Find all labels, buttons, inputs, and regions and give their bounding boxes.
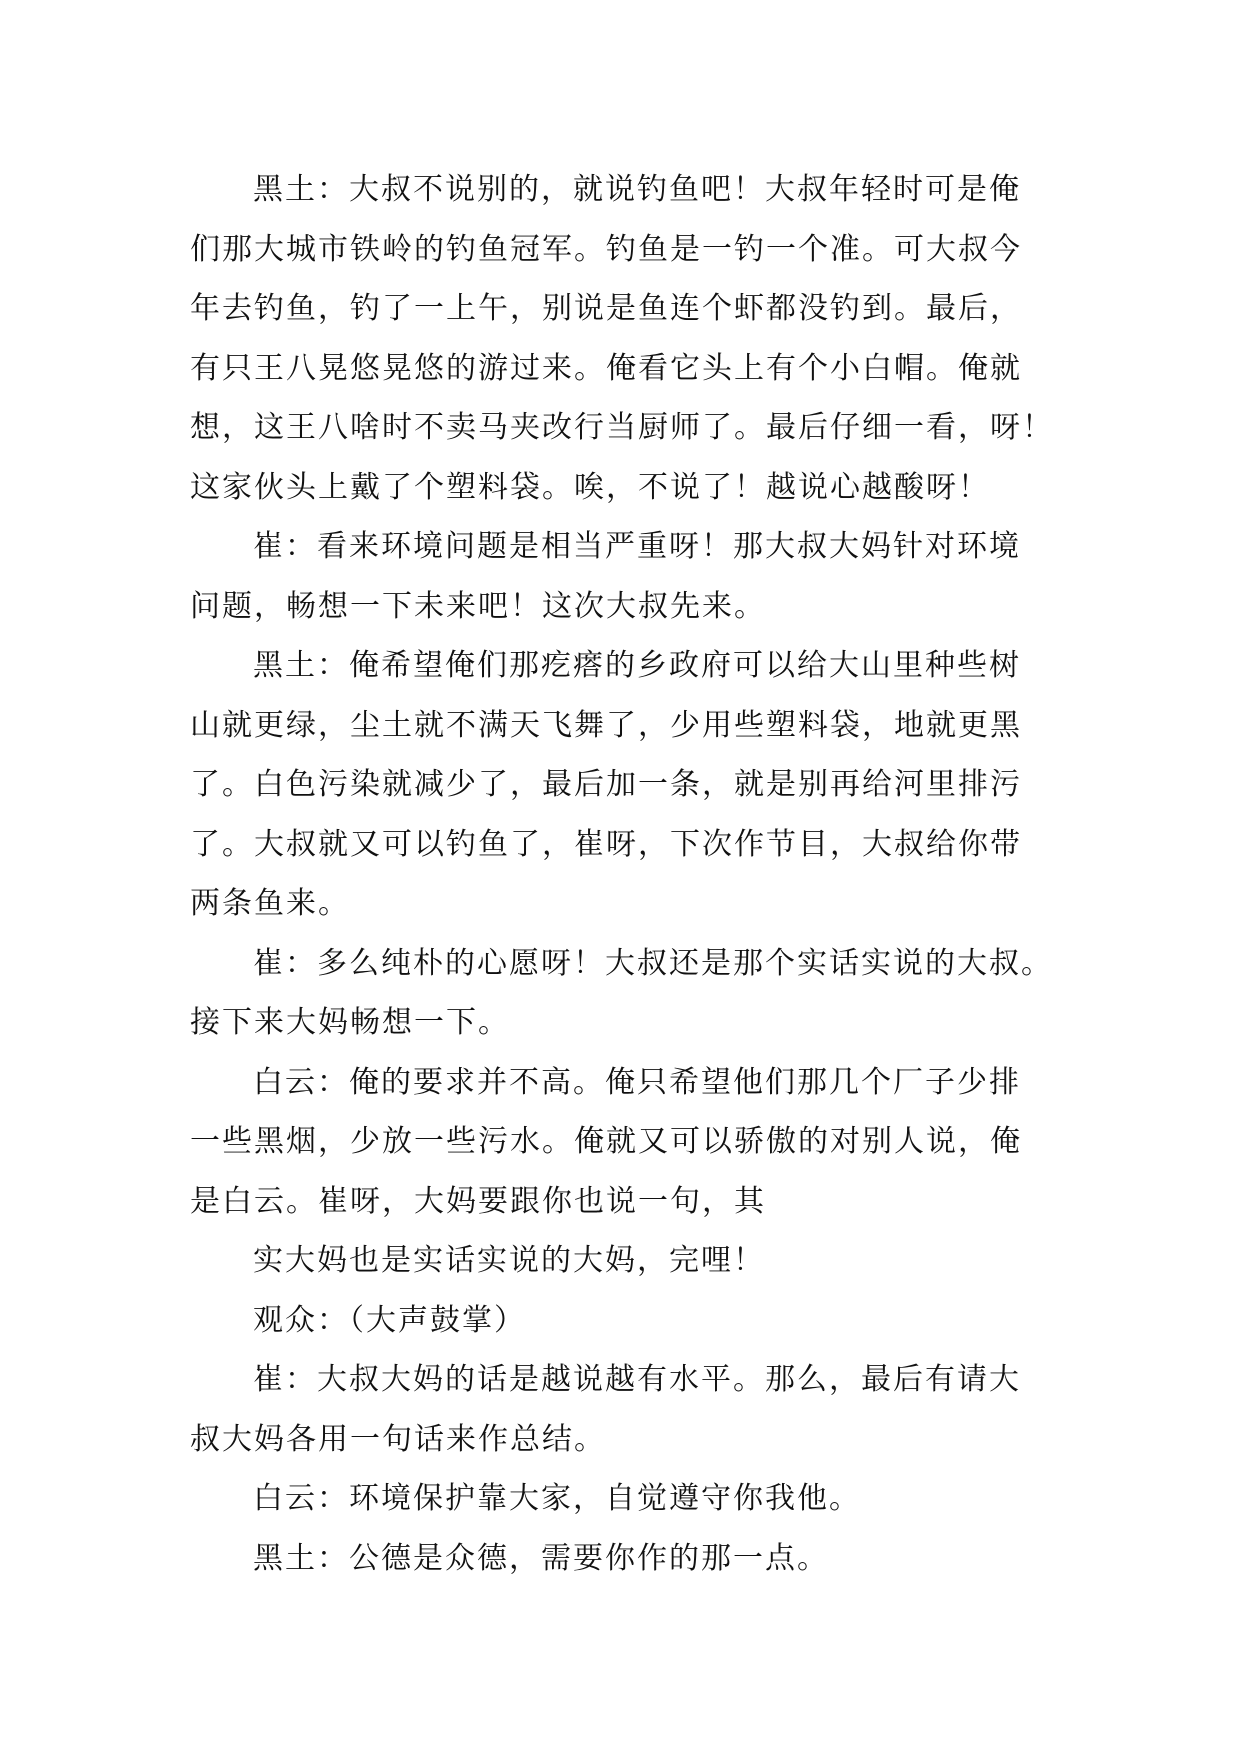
text-line: 年去钓鱼，钓了一上午，别说是鱼连个虾都没钓到。最后， [190, 291, 1022, 326]
text-line: 了。大叔就又可以钓鱼了，崔呀，下次作节目，大叔给你带 [190, 826, 1022, 862]
text-line: 黑土：俺希望俺们那疙瘩的乡政府可以给大山里种些树 [253, 648, 1021, 683]
text-line: 接下来大妈畅想一下。 [190, 1005, 510, 1040]
text-line: 一些黑烟，少放一些污水。俺就又可以骄傲的对别人说，俺 [190, 1124, 1022, 1159]
text-line: 有只王八晃悠晃悠的游过来。俺看它头上有个小白帽。俺就 [190, 350, 1022, 386]
text-line: 白云：俺的要求并不高。俺只希望他们那几个厂子少排 [253, 1064, 1021, 1100]
text-line: 了。白色污染就减少了，最后加一条，就是别再给河里排污 [190, 767, 1022, 802]
text-line: 白云：环境保护靠大家，自觉遵守你我他。 [253, 1481, 861, 1516]
text-line: 问题，畅想一下未来吧！这次大叔先来。 [190, 588, 766, 624]
text-line: 实大妈也是实话实说的大妈，完哩！ [253, 1243, 765, 1278]
text-line: 崔：大叔大妈的话是越说越有水平。那么，最后有请大 [253, 1362, 1021, 1397]
text-line: 们那大城市铁岭的钓鱼冠军。钓鱼是一钓一个准。可大叔今 [190, 231, 1022, 267]
text-line: 黑土：大叔不说别的，就说钓鱼吧！大叔年轻时可是俺 [253, 172, 1021, 207]
text-line: 叔大妈各用一句话来作总结。 [190, 1421, 606, 1457]
dialogue-text [190, 160, 1070, 1588]
text-line: 是白云。崔呀，大妈要跟你也说一句，其 [190, 1183, 766, 1219]
text-line: 观众：（大声鼓掌） [253, 1302, 526, 1338]
text-line: 这家伙头上戴了个塑料袋。唉，不说了！越说心越酸呀！ [190, 469, 990, 505]
text-line: 想，这王八啥时不卖马夹改行当厨师了。最后仔细一看，呀！ [190, 410, 1054, 445]
text-line: 山就更绿，尘土就不满天飞舞了，少用些塑料袋，地就更黑 [190, 707, 1022, 743]
text-line: 两条鱼来。 [190, 886, 350, 921]
text-line: 崔：多么纯朴的心愿呀！大叔还是那个实话实说的大叔。 [253, 945, 1053, 981]
text-line: 黑土：公德是众德，需要你作的那一点。 [253, 1540, 829, 1576]
text-line: 崔：看来环境问题是相当严重呀！那大叔大妈针对环境 [253, 529, 1021, 564]
